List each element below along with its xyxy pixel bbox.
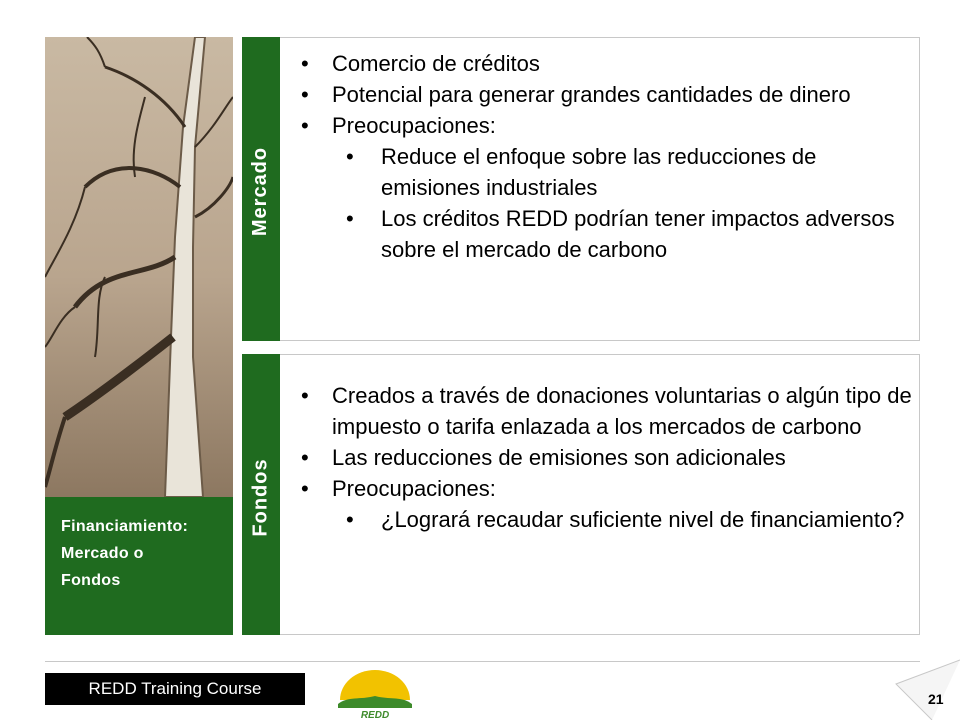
market-tab-label-wrap <box>242 146 280 236</box>
market-subbullet-1: • Reduce el enfoque sobre las reducciones de emisiones industriales <box>280 141 919 203</box>
market-bullet-2: • Potencial para generar grandes cantidades de dinero <box>280 79 919 110</box>
caption-line-2: Mercado o <box>61 545 144 562</box>
page-corner-icon <box>892 656 960 720</box>
course-label-text: REDD Training Course <box>88 679 262 698</box>
course-label <box>45 673 305 705</box>
funds-tab-label-wrap <box>242 457 280 537</box>
funds-box <box>280 354 920 635</box>
market-tab-label: Mercado <box>249 146 272 236</box>
page-number: 21 <box>928 691 944 707</box>
market-subbullet-2: • Los créditos REDD podrían tener impactos adversos sobre el mercado de carbono <box>280 203 919 265</box>
funds-list <box>280 380 919 535</box>
caption-line-3: Fondos <box>61 572 121 589</box>
market-box <box>280 37 920 341</box>
tree-illustration <box>45 37 233 497</box>
market-tab <box>242 37 280 341</box>
funds-bullet-3: • Preocupaciones: <box>280 473 919 504</box>
funds-tab-label: Fondos <box>249 457 272 537</box>
logo-text: REDD <box>360 710 390 720</box>
redd-logo-icon <box>334 666 416 720</box>
market-bullet-3: • Preocupaciones: <box>280 110 919 141</box>
funds-subbullet-1: • ¿Logrará recaudar suficiente nivel de financiamiento? <box>280 504 919 535</box>
funds-bullet-1: • Creados a través de donaciones voluntarias o algún tipo de impuesto o tarifa enlazada a los mercados de carbono <box>280 380 919 442</box>
footer-divider <box>45 661 920 662</box>
tree-photo <box>45 37 233 635</box>
photo-caption <box>45 497 233 635</box>
caption-line-1: Financiamiento: <box>61 518 189 535</box>
market-list <box>280 48 919 265</box>
market-bullet-1: • Comercio de créditos <box>280 48 919 79</box>
funds-bullet-2: • Las reducciones de emisiones son adicionales <box>280 442 919 473</box>
funds-tab <box>242 354 280 635</box>
